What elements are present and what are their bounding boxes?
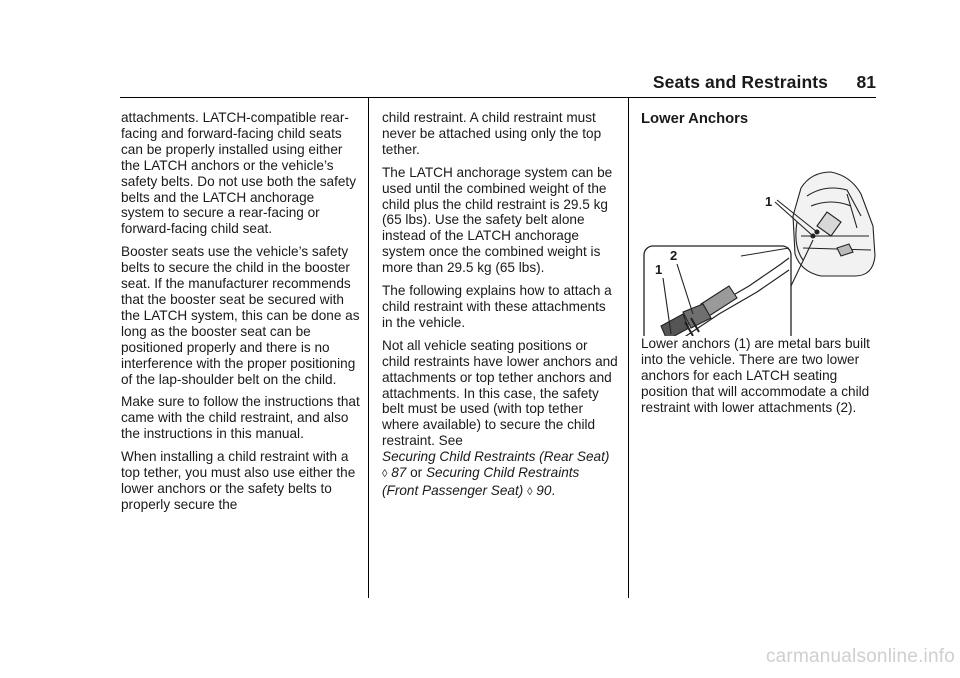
lower-anchors-illustration	[641, 136, 876, 336]
page-reference-icon: ◊	[527, 485, 533, 498]
figure-caption: Lower anchors (1) are metal bars built into the vehicle. There are two lower anchors for each LATCH seating position that will accommodate a child restraint with lower attachments (2).	[641, 335, 870, 415]
text-column-2	[382, 110, 618, 508]
page-number: 81	[856, 72, 876, 92]
paragraph-with-references	[382, 338, 618, 501]
paragraph: When installing a child restraint with a top tether, you must also use either the lower anchors or the safety belts to properly secure the	[121, 449, 356, 512]
header-rule	[120, 97, 876, 98]
cross-reference-page[interactable]: 90	[536, 482, 552, 498]
figure-label-inset-2: 2	[670, 247, 678, 263]
reference-end-text: .	[551, 482, 556, 498]
reference-join-text: or	[406, 465, 426, 481]
section-heading: Lower Anchors	[641, 111, 749, 127]
cross-reference-page[interactable]: 87	[391, 465, 407, 481]
watermark: carmanualsonline.info	[765, 646, 955, 667]
paragraph: The LATCH anchorage system can be used until the combined weight of the child plus the child restraint is 29.5 kg (65 lbs). Use the safety belt alone instead of the LATCH anchorage system once the combined weight is more than 29.5 kg (65 lbs).	[382, 164, 613, 276]
lower-anchors-figure	[641, 136, 876, 336]
cross-reference-rear-seat[interactable]: Securing Child Restraints (Rear Seat)	[382, 449, 610, 465]
figure-label-main-1: 1	[765, 193, 773, 209]
paragraph: The following explains how to attach a child restraint with these attachments in the vehicle.	[382, 283, 612, 330]
paragraph: Booster seats use the vehicle’s safety belts to secure the child in the booster seat. If the manufacturer recommends that the booster seat be secured with the LATCH system, this can be done as long as the booster seat can be positioned properly and there is no interference with the proper positioning of the lap-shoulder belt on the child.	[121, 244, 360, 387]
column-divider-2	[628, 98, 629, 598]
text-column-3	[641, 112, 876, 422]
figure-label-inset-1: 1	[655, 261, 663, 277]
text-column-1	[121, 110, 361, 520]
paragraph: child restraint. A child restraint must never be attached using only the top tether.	[382, 110, 602, 157]
cross-reference-front-seat[interactable]: Securing Child Restraints (Front Passenger Seat)	[382, 465, 580, 498]
paragraph: attachments. LATCH-compatible rear-facing and forward-facing child seats can be properly installed using either the LATCH anchors or the vehicle’s safety belts. Do not use both the safety belts and the LATCH anchorage system to secure a rear-facing or forward-facing child seat.	[121, 110, 357, 237]
paragraph: Make sure to follow the instructions that came with the child restraint, and also the instructions in this manual.	[121, 394, 360, 442]
page-reference-icon: ◊	[382, 468, 388, 481]
page-header-title: Seats and Restraints	[652, 72, 828, 92]
paragraph: Not all vehicle seating positions or child restraints have lower anchors and attachments or top tether anchors and attachments. In this case, the safety belt must be used (with top tether where available) to secure the child restraint. See	[382, 337, 618, 449]
column-divider-1	[368, 98, 369, 598]
